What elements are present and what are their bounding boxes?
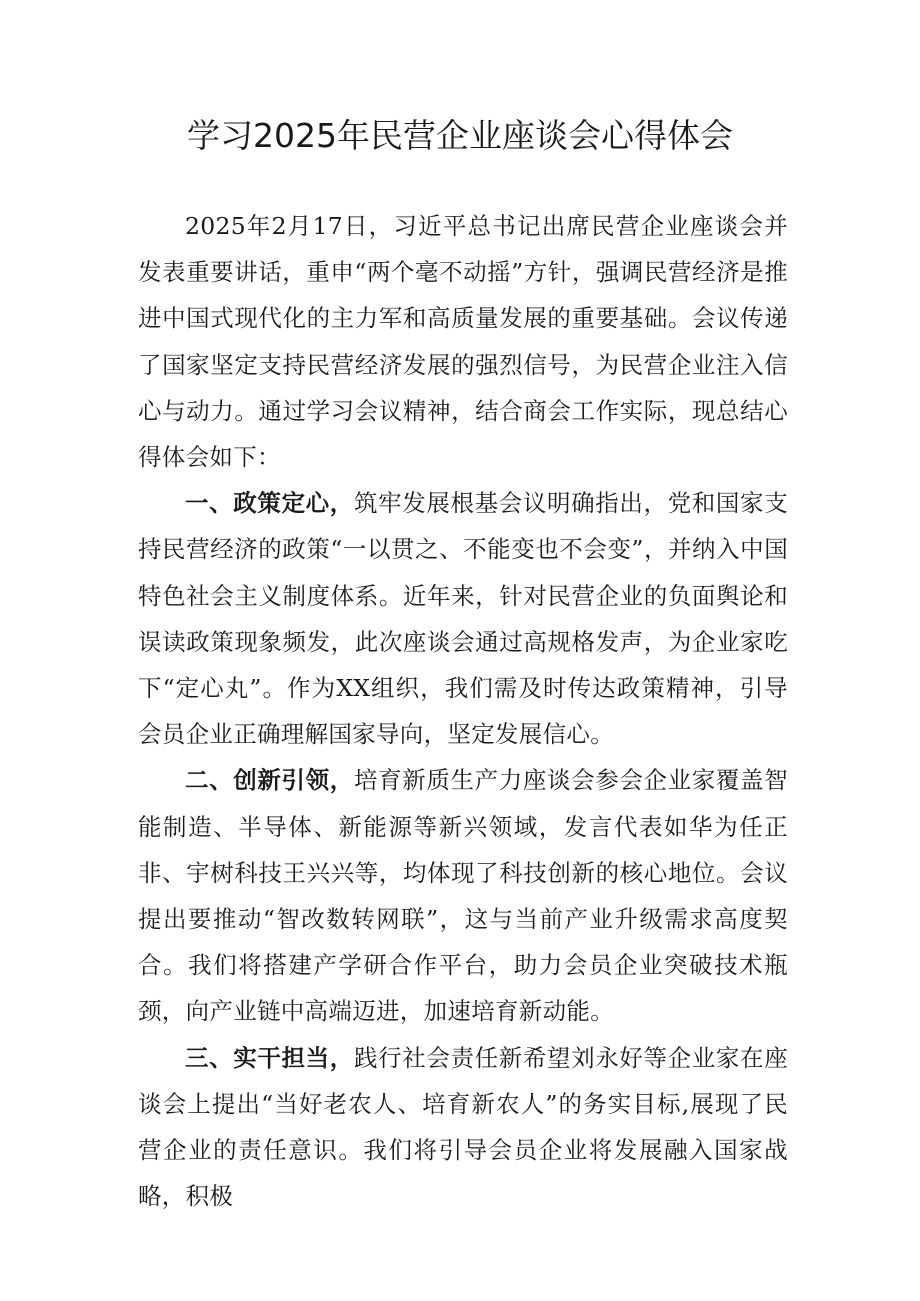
- paragraph-innovation: [138, 757, 788, 1034]
- paragraph-lead: 一、政策定心，: [185, 489, 354, 518]
- document-body: [138, 203, 788, 1219]
- paragraph-responsibility: [138, 1035, 788, 1220]
- paragraph-text: 培育新质生产力座谈会参会企业家覆盖智能制造、半导体、新能源等新兴领域，发言代表如华为任正非、宇树科技王兴兴等，均体现了科技创新的核心地位。会议提出要推动“智改数转网联”，这与当前产业升级需求高度契合。我们将搭建产学研合作平台，助力会员企业突破技术瓶颈，向产业链中高端迈进，加速培育新动能。: [138, 766, 788, 1026]
- paragraph-intro: [138, 203, 788, 480]
- paragraph-text: 践行社会责任新希望刘永好等企业家在座谈会上提出“当好老农人、培育新农人”的务实目标,展现了民营企业的责任意识。我们将引导会员企业将发展融入国家战略，积极: [138, 1043, 788, 1211]
- document-title: 学习2025年民营企业座谈会心得体会: [187, 116, 733, 155]
- paragraph-lead: 三、实干担当，: [185, 1043, 354, 1072]
- paragraph-text: 筑牢发展根基会议明确指出，党和国家支持民营经济的政策“一以贯之、不能变也不会变”，并纳入中国特色社会主义制度体系。近年来，针对民营企业的负面舆论和误读政策现象频发，此次座谈会通过高规格发声，为企业家吃下“定心丸”。作为XX组织，我们需及时传达政策精神，引导会员企业正确理解国家导向，坚定发展信心。: [138, 489, 788, 749]
- paragraph-text: 2025年2月17日，习近平总书记出席民营企业座谈会并发表重要讲话，重申“两个毫不动摇”方针，强调民营经济是推进中国式现代化的主力军和高质量发展的重要基础。会议传递了国家坚定支持民营经济发展的强烈信号，为民营企业注入信心与动力。通过学习会议精神，结合商会工作实际，现总结心得体会如下：: [138, 212, 788, 472]
- paragraph-lead: 二、创新引领，: [185, 766, 354, 795]
- paragraph-policy: [138, 480, 788, 757]
